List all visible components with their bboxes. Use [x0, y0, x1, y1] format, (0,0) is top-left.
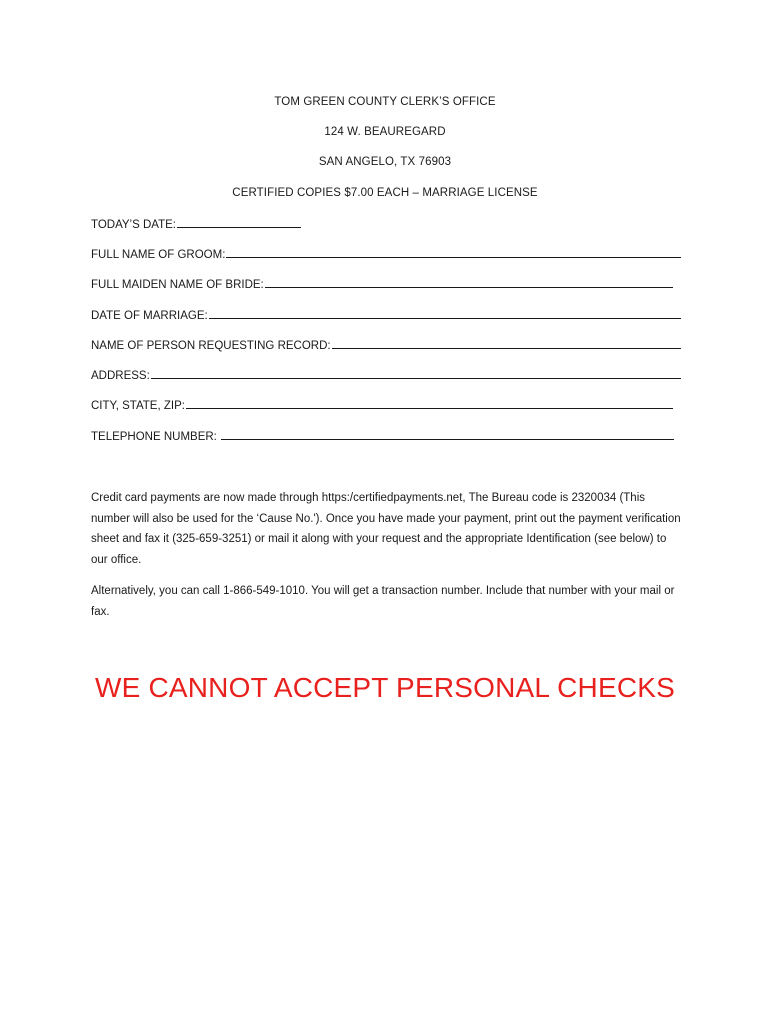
date-of-marriage-field[interactable] — [91, 308, 681, 322]
groom-name-field[interactable] — [91, 247, 681, 261]
certified-copies-fee: CERTIFIED COPIES $7.00 EACH – MARRIAGE LICENSE — [232, 187, 538, 199]
no-personal-checks-warning: WE CANNOT ACCEPT PERSONAL CHECKS — [94, 672, 675, 703]
groom-name-blank[interactable] — [226, 247, 681, 258]
bride-maiden-name-field[interactable] — [91, 277, 681, 291]
telephone-label: TELEPHONE NUMBER: — [91, 431, 221, 443]
groom-name-label: FULL NAME OF GROOM: — [91, 249, 226, 261]
todays-date-field[interactable] — [91, 217, 681, 231]
office-name: TOM GREEN COUNTY CLERK’S OFFICE — [274, 96, 496, 108]
bride-maiden-name-blank[interactable] — [265, 277, 673, 288]
city-state-zip-field[interactable] — [91, 398, 681, 412]
requester-name-field[interactable] — [91, 338, 681, 352]
office-city-state-zip: SAN ANGELO, TX 76903 — [318, 156, 452, 168]
date-of-marriage-label: DATE OF MARRIAGE: — [91, 310, 208, 322]
requester-name-blank[interactable] — [332, 338, 681, 349]
alternative-payment-instructions: Alternatively, you can call 1-866-549-1010. You will get a transaction number. Include that number with your mail or fax. — [91, 585, 675, 618]
payment-instructions: Credit card payments are now made through https:/certifiedpayments.net, The Bureau code is 2320034 (This number will also be used for the ‘Cause No.'). Once you have made your payment, print out the payment verification sheet and fax it (325-659-3251) or mail it along with your request and the appropriate Identification (see below) to our office. — [91, 492, 681, 566]
date-of-marriage-blank[interactable] — [209, 308, 681, 319]
address-field[interactable] — [91, 368, 681, 382]
address-blank[interactable] — [151, 368, 681, 379]
telephone-field[interactable] — [91, 429, 681, 443]
todays-date-blank[interactable] — [177, 217, 301, 228]
office-street-address: 124 W. BEAUREGARD — [324, 126, 446, 138]
city-state-zip-label: CITY, STATE, ZIP: — [91, 400, 185, 412]
requester-name-label: NAME OF PERSON REQUESTING RECORD: — [91, 340, 331, 352]
bride-maiden-name-label: FULL MAIDEN NAME OF BRIDE: — [91, 279, 264, 291]
city-state-zip-blank[interactable] — [186, 398, 673, 409]
todays-date-label: TODAY’S DATE: — [91, 219, 176, 231]
telephone-blank[interactable] — [221, 429, 674, 440]
address-label: ADDRESS: — [91, 370, 150, 382]
